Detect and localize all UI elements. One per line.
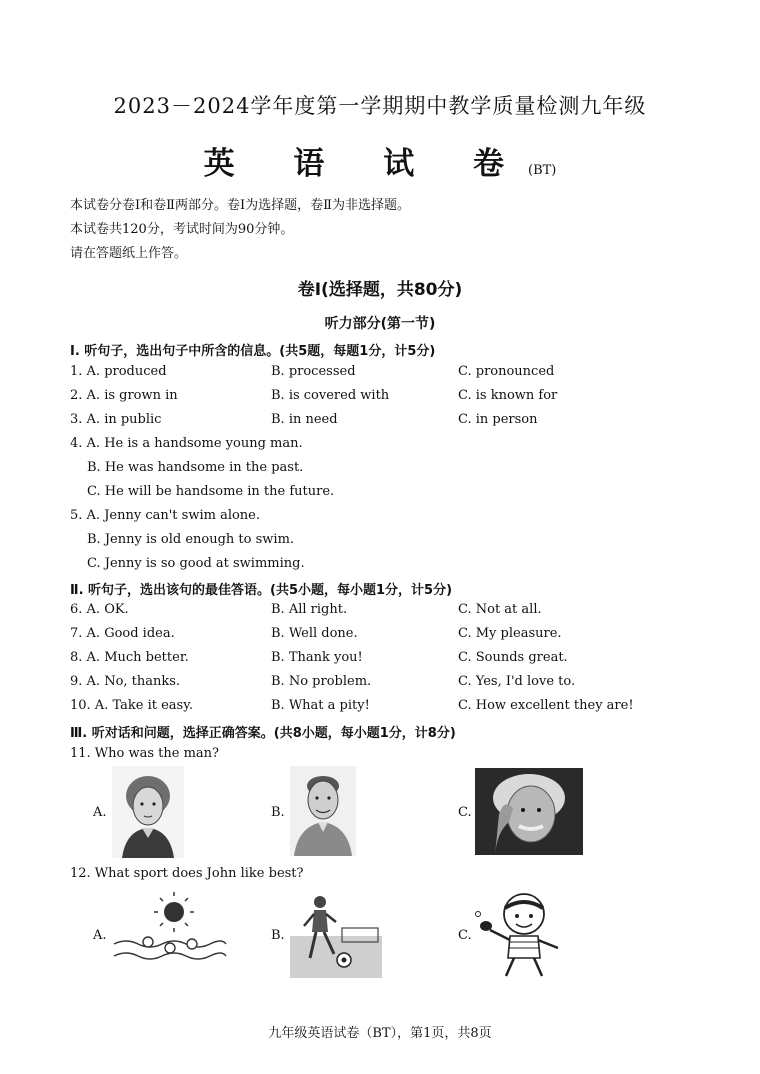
q10-option-a: 10. A. Take it easy. — [70, 698, 193, 713]
section-3-instruction: Ⅲ. 听对话和问题，选择正确答案。(共8小题，每小题1分，计8分) — [70, 726, 456, 741]
subject-title — [0, 138, 760, 183]
part-title: 卷Ⅰ(选择题，共80分) — [297, 280, 463, 300]
q7-option-a: 7. A. Good idea. — [70, 626, 175, 641]
q11-portrait-woman-image — [112, 766, 184, 858]
q3-option-a: 3. A. in public — [70, 412, 162, 427]
q8-option-c: C. Sounds great. — [458, 650, 568, 665]
intro-line-1: 本试卷分卷Ⅰ和卷Ⅱ两部分。卷Ⅰ为选择题，卷Ⅱ为非选择题。 — [70, 198, 410, 213]
q5-option-b: B. Jenny is old enough to swim. — [87, 532, 295, 547]
q12-label-a: A. — [93, 928, 107, 943]
q4-option-b: B. He was handsome in the past. — [87, 460, 304, 475]
q10-option-c: C. How excellent they are! — [458, 698, 634, 713]
q11-portrait-scientist-image — [475, 768, 583, 855]
q1-option-a: 1. A. produced — [70, 364, 167, 379]
q2-option-a: 2. A. is grown in — [70, 388, 178, 403]
subject-code: (BT) — [528, 163, 557, 178]
q5-option-a: 5. A. Jenny can't swim alone. — [70, 508, 260, 523]
q4-option-a: 4. A. He is a handsome young man. — [70, 436, 303, 451]
subject-name: 英 语 试 卷 — [203, 146, 528, 182]
q5-option-c: C. Jenny is so good at swimming. — [87, 556, 305, 571]
q12-question: 12. What sport does John like best? — [70, 866, 304, 881]
q12-label-b: B. — [271, 928, 285, 943]
page-footer: 九年级英语试卷（BT），第1页，共8页 — [268, 1026, 492, 1041]
q7-option-b: B. Well done. — [271, 626, 358, 641]
q9-option-b: B. No problem. — [271, 674, 372, 689]
q1-option-c: C. pronounced — [458, 364, 555, 379]
q12-swimming-image — [112, 892, 228, 968]
q6-option-b: B. All right. — [271, 602, 348, 617]
q11-label-a: A. — [93, 805, 107, 820]
section-2-instruction: Ⅱ. 听句子，选出该句的最佳答语。(共5小题，每小题1分，计5分) — [70, 583, 453, 598]
q8-option-a: 8. A. Much better. — [70, 650, 189, 665]
q8-option-b: B. Thank you! — [271, 650, 363, 665]
q10-option-b: B. What a pity! — [271, 698, 370, 713]
intro-line-2: 本试卷共120分，考试时间为90分钟。 — [70, 222, 294, 237]
section-1-instruction: Ⅰ. 听句子，选出句子中所含的信息。(共5题，每题1分，计5分) — [70, 344, 436, 359]
q12-ping-pong-image — [474, 886, 572, 982]
q12-football-image — [290, 892, 382, 978]
q7-option-c: C. My pleasure. — [458, 626, 562, 641]
q3-option-b: B. in need — [271, 412, 338, 427]
q2-option-b: B. is covered with — [271, 388, 390, 403]
q11-label-c: C. — [458, 805, 472, 820]
q9-option-c: C. Yes, I'd love to. — [458, 674, 576, 689]
q11-question: 11. Who was the man? — [70, 746, 220, 761]
q9-option-a: 9. A. No, thanks. — [70, 674, 181, 689]
q1-option-b: B. processed — [271, 364, 356, 379]
q4-option-c: C. He will be handsome in the future. — [87, 484, 335, 499]
q6-option-a: 6. A. OK. — [70, 602, 129, 617]
q6-option-c: C. Not at all. — [458, 602, 542, 617]
q12-label-c: C. — [458, 928, 472, 943]
exam-title: 2023－2024学年度第一学期期中教学质量检测九年级 — [113, 94, 647, 118]
q11-label-b: B. — [271, 805, 285, 820]
q3-option-c: C. in person — [458, 412, 538, 427]
listening-title: 听力部分(第一节) — [324, 316, 436, 332]
q11-portrait-man-image — [290, 766, 356, 856]
intro-line-3: 请在答题纸上作答。 — [70, 246, 188, 261]
q2-option-c: C. is known for — [458, 388, 558, 403]
